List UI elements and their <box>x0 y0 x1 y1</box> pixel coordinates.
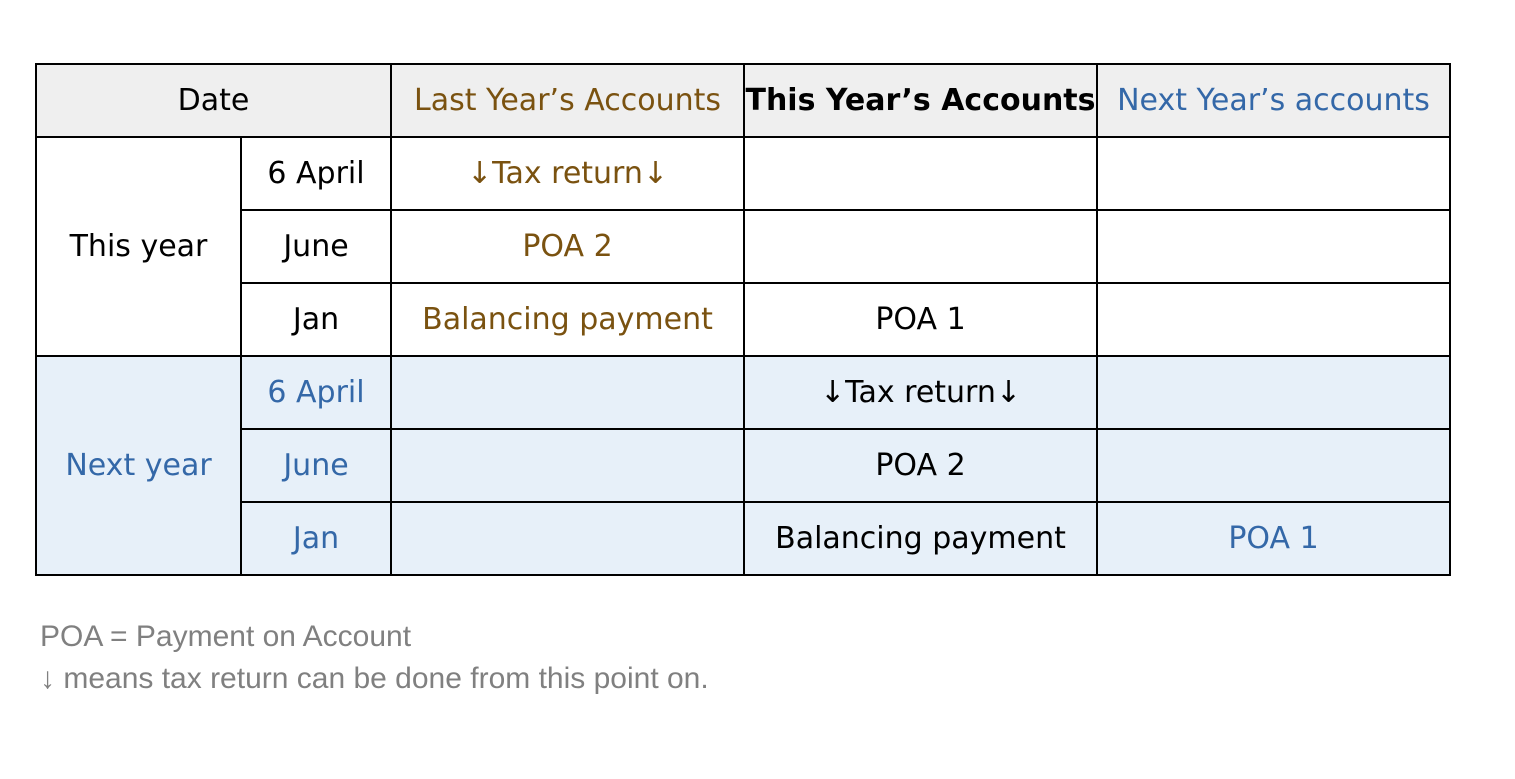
this-year-cell: POA 2 <box>744 429 1097 502</box>
month-cell: 6 April <box>241 137 391 210</box>
next-year-cell <box>1097 429 1450 502</box>
this-year-cell <box>744 137 1097 210</box>
table-row <box>36 283 1450 356</box>
table-row <box>36 137 1450 210</box>
last-year-cell <box>391 356 744 429</box>
next-year-cell <box>1097 210 1450 283</box>
month-cell: June <box>241 429 391 502</box>
month-cell: 6 April <box>241 356 391 429</box>
next-year-cell: POA 1 <box>1097 502 1450 575</box>
table-row <box>36 210 1450 283</box>
header-date: Date <box>36 64 391 137</box>
this-year-cell: ↓Tax return↓ <box>744 356 1097 429</box>
next-year-cell <box>1097 356 1450 429</box>
last-year-cell: ↓Tax return↓ <box>391 137 744 210</box>
header-row <box>36 64 1450 137</box>
legend-poa-definition: POA = Payment on Account <box>40 620 412 653</box>
this-year-group <box>36 137 1450 356</box>
month-cell: June <box>241 210 391 283</box>
this-year-cell: Balancing payment <box>744 502 1097 575</box>
next-year-cell <box>1097 137 1450 210</box>
period-label-next-year: Next year <box>36 356 241 575</box>
period-label-this-year: This year <box>36 137 241 356</box>
month-cell: Jan <box>241 502 391 575</box>
next-year-group <box>36 356 1450 575</box>
header-last-year-accounts: Last Year’s Accounts <box>391 64 744 137</box>
last-year-cell: POA 2 <box>391 210 744 283</box>
table-row <box>36 356 1450 429</box>
this-year-cell: POA 1 <box>744 283 1097 356</box>
last-year-cell: Balancing payment <box>391 283 744 356</box>
next-year-cell <box>1097 283 1450 356</box>
table-row <box>36 502 1450 575</box>
header-this-year-accounts: This Year’s Accounts <box>744 64 1097 137</box>
legend-arrow-definition: ↓ means tax return can be done from this point on. <box>40 662 709 695</box>
table-row <box>36 429 1450 502</box>
last-year-cell <box>391 502 744 575</box>
this-year-cell <box>744 210 1097 283</box>
last-year-cell <box>391 429 744 502</box>
header-next-year-accounts: Next Year’s accounts <box>1097 64 1450 137</box>
month-cell: Jan <box>241 283 391 356</box>
legend <box>40 616 709 700</box>
tax-schedule-table <box>35 63 1451 576</box>
